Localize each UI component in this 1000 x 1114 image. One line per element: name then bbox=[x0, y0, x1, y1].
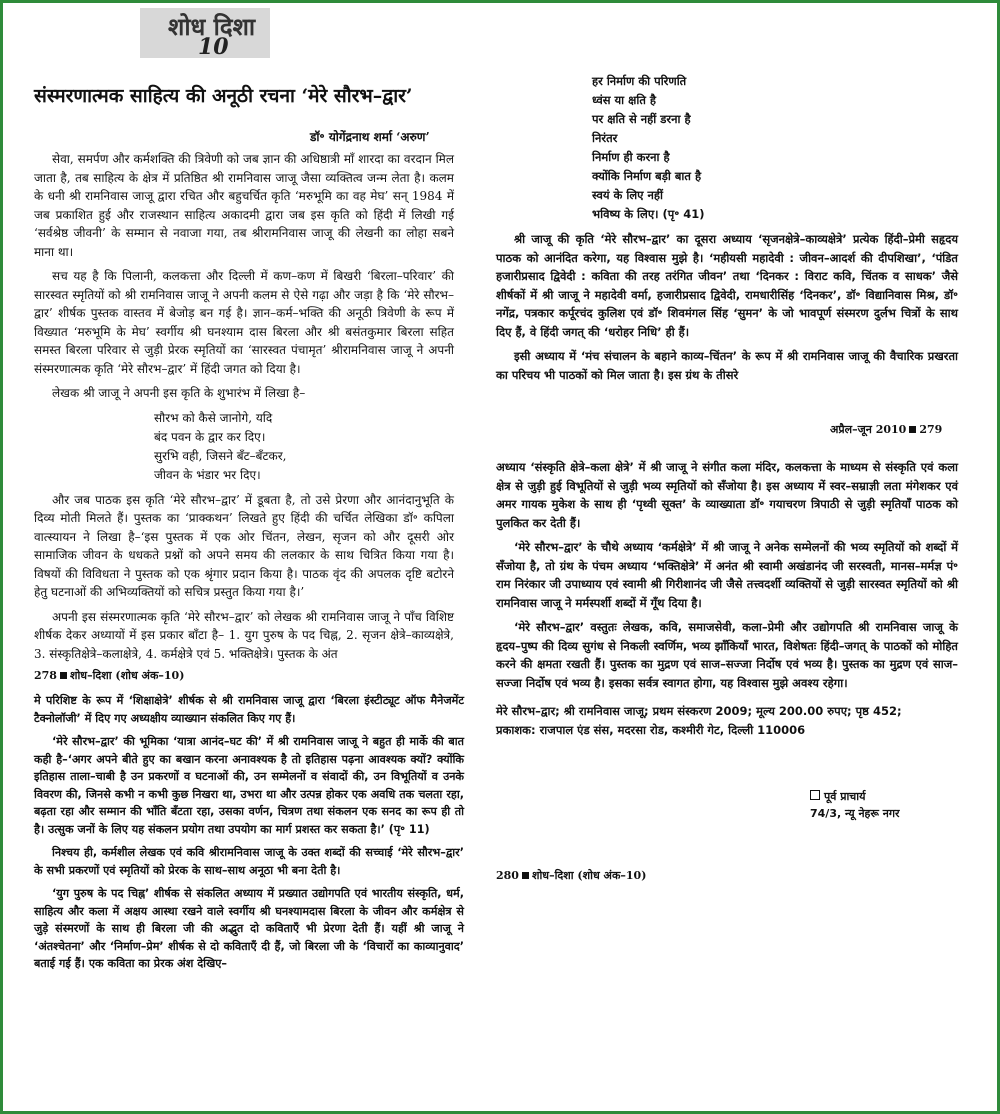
page-number: 278 bbox=[34, 669, 57, 682]
paragraph: निश्चय ही, कर्मशील लेखक एवं कवि श्रीरामनिवास जाजू के उक्त शब्दों की सच्चाई ‘मेरे सौरभ–द्वार’ के सभी प्रकरणों एवं स्मृतियों को प्रेरक के साथ–साथ अनूठा भी बना देती है। bbox=[34, 846, 464, 877]
column-page278-continued bbox=[34, 692, 464, 979]
column-page278 bbox=[34, 150, 454, 669]
paragraph: ‘मेरे सौरभ–द्वार’ के चौथे अध्याय ‘कर्मक्षेत्रे’ में श्री जाजू ने अनेक सम्मेलनों की भव्य स्मृतियों को शब्दों में सँजोया है, तो ग्रंथ के पंचम अध्याय ‘भक्तिक्षेत्रे’ में अनंत श्री स्वामी अखंडानंद जी सरस्वती, मानस–मर्मज्ञ पं॰ राम निरंकार जी उपाध्याय एवं स्वामी श्री गिरीशानंद जी जैसे तत्त्वदर्शी व्यक्तियों से जुड़ी सारस्वत स्मृतियों को श्री रामनिवास जाजू ने मर्मस्पर्शी शब्दों में गूँथ दिया है। bbox=[496, 540, 958, 610]
poem-line: क्योंकि निर्माण बड़ी बात है bbox=[592, 169, 702, 183]
book-details: मेरे सौरभ–द्वार; श्री रामनिवास जाजू; प्रथम संस्करण 2009; मूल्य 200.00 रुपए; पृष्ठ 452; bbox=[496, 704, 902, 718]
column-page279 bbox=[496, 72, 958, 390]
poem-line: सौरभ को कैसे जानोगे, यदि bbox=[154, 410, 273, 425]
paragraph: लेखक श्री जाजू ने अपनी इस कृति के शुभारंभ में लिखा है– bbox=[52, 386, 306, 400]
issue-date: अप्रैल–जून 2010 bbox=[830, 423, 907, 436]
square-bullet-icon bbox=[909, 426, 916, 433]
page-footer-278 bbox=[34, 668, 184, 683]
poem-line: निरंतर bbox=[592, 131, 618, 145]
page-footer-280 bbox=[496, 868, 646, 883]
paragraph: अपनी इस संस्मरणात्मक कृति ‘मेरे सौरभ–द्वार’ को लेखक श्री रामनिवास जाजू ने पाँच विशिष्ट शीर्षक देकर अध्यायों में इस प्रकार बाँटा है– 1. युग पुरुष के पद चिह्न, 2. सृजन क्षेत्रे–काव्यक्षेत्रे, 3. संस्कृतिक्षेत्रे–कलाक्षेत्रे, 4. कर्मक्षेत्रे एवं 5. भक्तिक्षेत्रे। पुस्तक के अंत bbox=[34, 609, 454, 661]
page-footer-279 bbox=[830, 422, 942, 437]
poem-line: पर क्षति से नहीं डरना है bbox=[592, 112, 691, 126]
paragraph: श्री जाजू की कृति ‘मेरे सौरभ–द्वार’ का दूसरा अध्याय ‘सृजनक्षेत्रे–काव्यक्षेत्रे’ प्रत्येक हिंदी–प्रेमी सहृदय पाठक को आनंदित करेगा, यह विश्वास मुझे है। ‘महीयसी महादेवी : जीवन–आदर्श की दीपशिखा’, ‘पंडित हजारीप्रसाद द्विवेदी : कविता की तरह तरंगित जीवन’ तथा ‘दिनकर : विराट कवि, चिंतक व साधक’ जैसे शीर्षकों में श्री जाजू ने महादेवी वर्मा, हजारीप्रसाद द्विवेदी, रामधारीसिंह ‘दिनकर’, डॉ॰ विद्यानिवास मिश्र, डॉ॰ नगेंद्र, पत्रकार कर्पूरचंद कुलिश एवं डॉ॰ शिवमंगल सिंह ‘सुमन’ के जो भावपूर्ण संस्मरण दुर्लभ चित्रों के साथ दिए हैं, वे हिंदी जगत् की ‘धरोहर निधि’ ही हैं। bbox=[496, 232, 958, 339]
article-title: संस्मरणात्मक साहित्य की अनूठी रचना ‘मेरे सौरभ–द्वार’ bbox=[34, 85, 413, 107]
paragraph: ‘मेरे सौरभ–द्वार’ की भूमिका ‘यात्रा आनंद–घट की’ में श्री रामनिवास जाजू ने बहुत ही मार्के की बात कही है–‘अगर अपने बीते हुए का बखान करना अनावश्यक है तो इतिहास पढ़ना आवश्यक क्यों? क्योंकि इतिहास ताला–चाबी है उन प्रकरणों व घटनाओं की, उन सम्मेलनों व संवादों की, उन विभूतियों व उनके विवरण की, जिनसे कभी न कभी कुछ निखरा था, उभरा था और उत्पन्न होकर एक अवधि तक चलता रहा, बढ़ता रहा और सम्मान की भाँति बँटता रहा, उसका वर्णन, चित्रण तथा संकलन एक सनद का रूप ही तो है। उत्सुक जनों के लिए यह संकलन प्रयोग तथा उपयोग का मार्ग प्रशस्त कर सकता है।’ (पृ॰ 11) bbox=[34, 735, 464, 836]
masthead-name: शोध दिशा bbox=[168, 12, 256, 41]
page-number: 280 bbox=[496, 869, 519, 882]
paragraph: सेवा, समर्पण और कर्मशक्ति की त्रिवेणी को जब ज्ञान की अधिष्ठात्री माँ शारदा का वरदान मिल जाता है, तब साहित्य के क्षेत्र में प्रतिष्ठित श्री रामनिवास जाजू जैसा व्यक्तित्व जन्म लेता है। कलम के धनी श्री रामनिवास जाजू द्वारा रचित और बहुचर्चित कृति ‘मरुभूमि का वह मेघ’ सन् 1984 में जब प्रकाशित हुई और राजस्थान साहित्य अकादमी द्वारा जब इस कृति को हिंदी में लिखी गई ‘सर्वश्रेष्ठ जीवनी’ के सम्मान से नवाजा गया, तब श्रीरामनिवास जाजू की लेखनी का लोहा सबने माना था। bbox=[34, 152, 454, 259]
page-number: 279 bbox=[919, 423, 943, 436]
author-signature bbox=[810, 788, 900, 822]
poem-line: भविष्य के लिए। (पृ॰ 41) bbox=[592, 207, 705, 221]
poem-line: स्वयं के लिए नहीं bbox=[592, 188, 663, 202]
article-author: डॉ॰ योगेंद्रनाथ शर्मा ‘अरुण’ bbox=[310, 130, 430, 144]
square-bullet-icon bbox=[60, 672, 67, 679]
paragraph: इसी अध्याय में ‘मंच संचालन के बहाने काव्य–चिंतन’ के रूप में श्री रामनिवास जाजू की वैचारिक प्रखरता का परिचय भी पाठकों को मिल जाता है। इस ग्रंथ के तीसरे bbox=[496, 349, 958, 382]
poem-line: जीवन के भंडार भर दिए। bbox=[154, 467, 261, 482]
masthead-logo bbox=[140, 8, 270, 58]
poem-line: हर निर्माण की परिणति bbox=[592, 74, 687, 88]
paragraph: ‘मेरे सौरभ–द्वार’ वस्तुतः लेखक, कवि, समाजसेवी, कला–प्रेमी और उद्योगपति श्री रामनिवास जाजू के हृदय–पुष्प की दिव्य सुगंध से निकली स्वर्णिम, भव्य झाँकियाँ भारत, विशेषतः हिंदी–जगत् के पाठकों को मोहित करने की क्षमता रखती हैं। पुस्तक का मुद्रण एवं साज–सज्जा निर्दोष एवं भव्य है। पुस्तक का मुद्रण एवं साज–सज्जा निर्दोष एवं भव्य है। इसका सर्वत्र स्वागत होगा, यह विश्वास मुझे अवश्य रहेगा। bbox=[496, 620, 958, 690]
poem-line: सुरभि वही, जिसने बँट–बँटकर, bbox=[154, 448, 287, 463]
poem-excerpt bbox=[154, 409, 454, 485]
poem-line: निर्माण ही करना है bbox=[592, 150, 670, 164]
author-address: 74/3, न्यू नेहरू नगर bbox=[810, 807, 900, 820]
square-bullet-icon bbox=[522, 872, 529, 879]
poem-line: ध्वंस या क्षति है bbox=[592, 93, 657, 107]
journal-name: शोध–दिशा (शोध अंक–10) bbox=[69, 669, 185, 682]
poem-line: बंद पवन के द्वार कर दिए। bbox=[154, 429, 266, 444]
paragraph: ‘युग पुरुष के पद चिह्न’ शीर्षक से संकलित अध्याय में प्रख्यात उद्योगपति एवं भारतीय संस्कृति, धर्म, साहित्य और कला में अक्षय आस्था रखने वाले स्वर्गीय श्री घनश्यामदास बिरला के जीवन और कर्मक्षेत्र से जुड़े संस्मरणों के साथ ही बिरला जी की अद्भुत दो कविताएँ भी प्रेरणा देती हैं। यहीं श्री जाजू ने ‘अंतश्चेतना’ और ‘निर्माण–प्रेम’ शीर्षक से दो कविताएँ दी हैं, जो बिरला जी के ‘विचारों का काव्यानुवाद’ बताई गई हैं। एक कविता का प्रेरक अंश देखिए– bbox=[34, 887, 464, 970]
author-designation: पूर्व प्राचार्य bbox=[824, 790, 866, 803]
paragraph: और जब पाठक इस कृति ‘मेरे सौरभ–द्वार’ में डूबता है, तो उसे प्रेरणा और आनंदानुभूति के दिव्य मोती मिलते हैं। पुस्तक का ‘प्राक्कथन’ लिखते हुए हिंदी की चर्चित लेखिका डॉ॰ कपिला वात्स्यायन ने लिखा है–‘इस पुस्तक में एक ओर चिंतन, लेखन, सृजन को और दूसरी ओर सामाजिक जीवन के धधकते प्रश्नों को अपने समय की ललकार के साथ चित्रित किया गया है। विषयों की विविधता ने पुस्तक को एक श्रृंगार प्रदान किया है। पाठक वृंद की अपलक दृष्टि बटोरने हेतु घटनाओं की अभिव्यक्तियों को सचित्र प्रस्तुत किया गया है।’ bbox=[34, 492, 454, 599]
publisher-details: प्रकाशक: राजपाल एंड संस, मदरसा रोड, कश्मीरी गेट, दिल्ली 110006 bbox=[496, 722, 806, 737]
journal-name: शोध–दिशा (शोध अंक–10) bbox=[531, 869, 647, 882]
paragraph: सच यह है कि पिलानी, कलकत्ता और दिल्ली में कण–कण में बिखरी ‘बिरला–परिवार’ की सारस्वत स्मृतियों को श्री रामनिवास जाजू ने अपनी कलम से ऐसे गढ़ा और जड़ा है कि ‘मेरे सौरभ–द्वार’ शीर्षक पुस्तक वास्तव में बेजोड़ बन गई है। ज्ञान–कर्म–भक्ति की अनूठी त्रिवेणी के रूप में विख्यात ‘मरुभूमि के मेघ’ स्वर्गीय श्री घनश्याम दास बिरला और श्री बसंतकुमार बिरला सहित समस्त बिरला परिवार से जुड़ी प्रेरक स्मृतियों का ‘सारस्वत पंचामृत’ श्रीरामनिवास जाजू ने अपनी संस्मरणात्मक कृति ‘मेरे सौरभ–द्वार’ में हिंदी जगत को दिया है। bbox=[34, 269, 454, 376]
masthead-issue: 10 bbox=[198, 34, 229, 60]
paragraph: अध्याय ‘संस्कृति क्षेत्रे–कला क्षेत्रे’ में श्री जाजू ने संगीत कला मंदिर, कलकत्ता के माध्यम से संस्कृति एवं कला क्षेत्र से जुड़ी हुई विभूतियों से जुड़ी भव्य स्मृतियों को सँजोया है। इस अध्याय में स्वर–सम्राज्ञी लता मंगेशकर एवं अमर गायक मुकेश के साथ ही ‘पृथ्वी सूक्त’ के व्याख्याता डॉ॰ गयाचरण त्रिपाठी से जुड़ी स्मृतियाँ पाठक को पुलकित कर देती हैं। bbox=[496, 460, 958, 530]
square-outline-icon bbox=[810, 790, 820, 800]
column-page280 bbox=[496, 458, 958, 745]
paragraph: मे परिशिष्ट के रूप में ‘शिक्षाक्षेत्रे’ शीर्षक से श्री रामनिवास जाजू द्वारा ‘बिरला इंस्टीट्यूट ऑफ मैनेजमेंट टैक्नोलॉजी’ में दिए गए अध्यक्षीय व्याख्यान संकलित किए गए हैं। bbox=[34, 694, 464, 725]
poem-excerpt bbox=[592, 72, 958, 224]
